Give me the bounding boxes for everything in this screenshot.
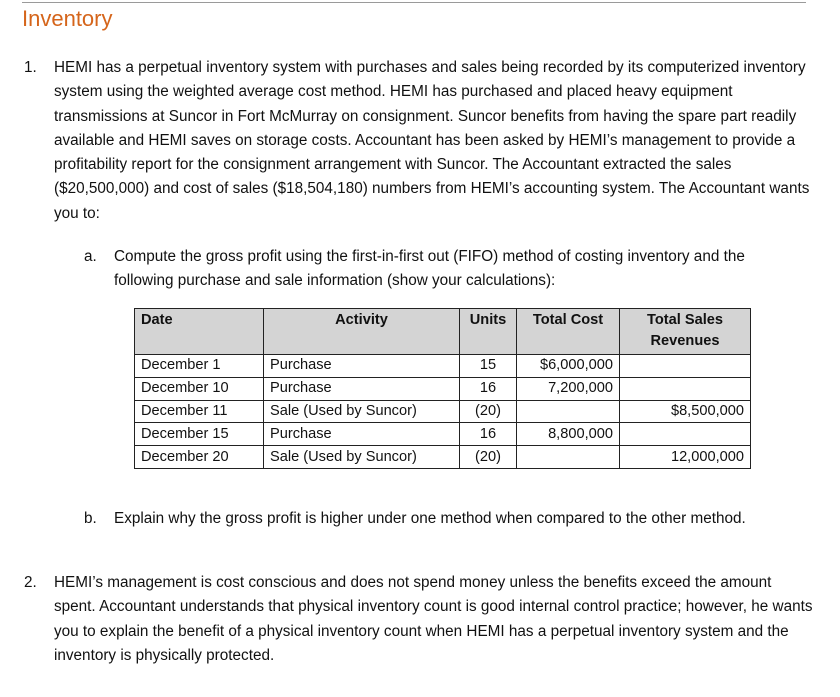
cell-units: 16 <box>460 423 517 446</box>
cell-total-sales: 12,000,000 <box>620 446 751 469</box>
cell-total-cost: 7,200,000 <box>517 377 620 400</box>
top-rule <box>22 2 806 3</box>
header-activity: Activity <box>264 309 460 355</box>
cell-date: December 15 <box>135 423 264 446</box>
cell-total-cost: $6,000,000 <box>517 355 620 378</box>
table-header-row <box>135 309 751 355</box>
question-1-number: 1. <box>24 59 37 76</box>
cell-date: December 10 <box>135 377 264 400</box>
header-date: Date <box>135 309 264 355</box>
header-total-cost: Total Cost <box>517 309 620 355</box>
cell-units: 16 <box>460 377 517 400</box>
table-row <box>135 377 751 400</box>
page-title: Inventory <box>22 6 113 31</box>
cell-total-cost <box>517 400 620 423</box>
cell-date: December 20 <box>135 446 264 469</box>
cell-date: December 1 <box>135 355 264 378</box>
header-total-sales-line2: Revenues <box>650 333 720 349</box>
table-row <box>135 446 751 469</box>
table-row <box>135 355 751 378</box>
cell-activity: Sale (Used by Suncor) <box>264 446 460 469</box>
cell-activity: Sale (Used by Suncor) <box>264 400 460 423</box>
question-2-text: HEMI’s management is cost conscious and does not spend money unless the benefits exceed the amount spent. Accountant understands that physical inventory count is good internal control practice; however, he wants you to explain the benefit of a physical inventory count when HEMI has a perpetual inventory system and the inventory is physically protected. <box>54 574 813 664</box>
cell-total-sales: $8,500,000 <box>620 400 751 423</box>
table-row <box>135 423 751 446</box>
cell-activity: Purchase <box>264 355 460 378</box>
cell-date: December 11 <box>135 400 264 423</box>
cell-units: (20) <box>460 446 517 469</box>
question-1a-text: Compute the gross profit using the first-in-first out (FIFO) method of costing inventory and the following purchase and sale information (show your calculations): <box>114 248 745 290</box>
header-total-sales <box>620 309 751 355</box>
header-units: Units <box>460 309 517 355</box>
question-2-number: 2. <box>24 574 37 591</box>
question-1a-letter: a. <box>84 248 97 265</box>
cell-total-cost: 8,800,000 <box>517 423 620 446</box>
cell-units: (20) <box>460 400 517 423</box>
header-total-sales-line1: Total Sales <box>647 312 723 328</box>
cell-activity: Purchase <box>264 423 460 446</box>
cell-units: 15 <box>460 355 517 378</box>
inventory-table <box>134 308 751 469</box>
cell-total-sales <box>620 423 751 446</box>
question-1b-letter: b. <box>84 510 97 527</box>
cell-total-cost <box>517 446 620 469</box>
question-1b-text: Explain why the gross profit is higher under one method when compared to the other method. <box>114 510 746 527</box>
cell-activity: Purchase <box>264 377 460 400</box>
cell-total-sales <box>620 355 751 378</box>
question-1-text: HEMI has a perpetual inventory system with purchases and sales being recorded by its computerized inventory system using the weighted average cost method. HEMI has purchased and placed heavy equipment transmissions at Suncor in Fort McMurray on consignment. Suncor benefits from having the spare part readily available and HEMI saves on storage costs. Accountant has been asked by HEMI’s management to provide a profitability report for the consignment arrangement with Suncor. The Accountant extracted the sales ($20,500,000) and cost of sales ($18,504,180) numbers from HEMI’s accounting system. The Accountant wants you to: <box>54 59 810 222</box>
cell-total-sales <box>620 377 751 400</box>
table-row <box>135 400 751 423</box>
